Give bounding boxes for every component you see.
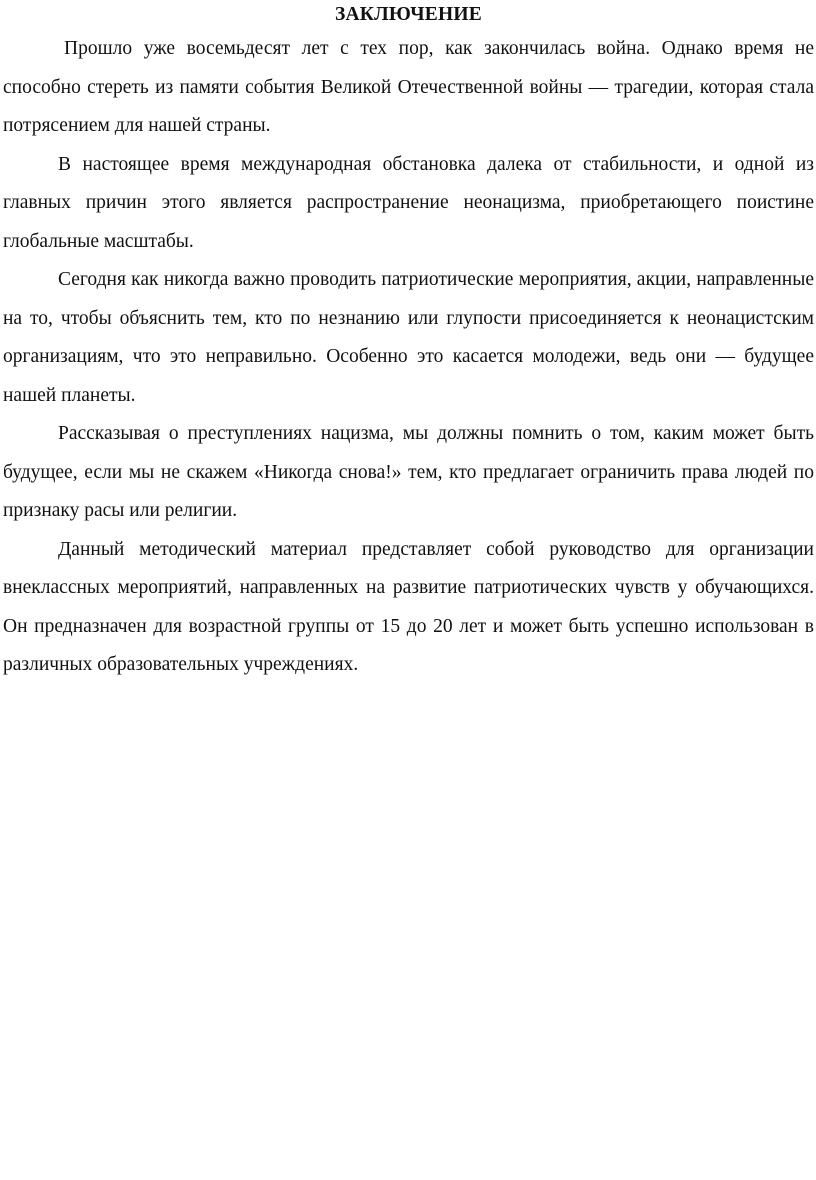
page-title: ЗАКЛЮЧЕНИЕ xyxy=(335,4,482,25)
paragraph-2: В настоящее время международная обстановка далека от стабильности, и одной из главных причин этого является распространение неонацизма, приобретающего поистине глобальные масштабы. xyxy=(3,153,814,252)
paragraph-4: Рассказывая о преступлениях нацизма, мы должны помнить о том, каким может быть будущее, если мы не скажем «Никогда снова!» тем, кто предлагает ограничить права людей по признаку расы или религии. xyxy=(3,423,814,521)
paragraph-5: Данный методический материал представляет собой руководство для организации внеклассных мероприятий, направленных на развитие патриотических чувств у обучающихся. Он предназначен для возрастной группы от 15 до 20 лет и может быть успешно использован в различных образовательных учреждениях. xyxy=(3,538,814,675)
paragraph-3: Сегодня как никогда важно проводить патриотические мероприятия, акции, направленные на то, чтобы объяснить тем, кто по незнанию или глупости присоединяется к неонацистским организациям, что это неправильно. Особенно это касается молодежи, ведь они — будущее нашей планеты. xyxy=(3,269,814,406)
paragraph-1: Прошло уже восемьдесят лет с тех пор, как закончилась война. Однако время не способно стереть из памяти события Великой Отечественной войны — трагедии, которая стала потрясением для нашей страны. xyxy=(3,38,814,136)
